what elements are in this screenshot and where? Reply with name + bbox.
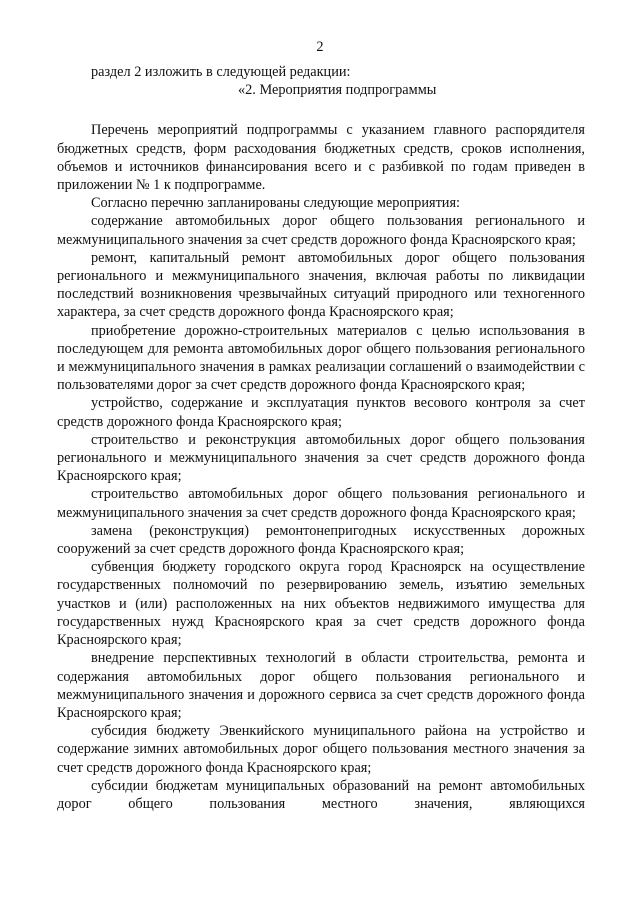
section-heading: «2. Мероприятия подпрограммы: [238, 82, 437, 99]
paragraph-road-construction: строительство автомобильных дорог общего пользования регионального и межмуниципального значения за счет средств дорожного фонда Красноярского края;: [57, 486, 585, 521]
paragraph-krasnoyarsk-subvention: субвенция бюджету городского округа город Красноярск на осуществление государственных полномочий по резервированию земель, изъятию земельных участков и (или) расположенных на них объектов недвижимого имущества для государственных нужд Красноярского края за счет средств дорожного фонда Красноярского края;: [57, 559, 585, 649]
paragraph-municipal-subsidies: субсидии бюджетам муниципальных образований на ремонт автомобильных дорог общего пользования местного значения, являющихся: [57, 777, 585, 812]
page-number: 2: [316, 39, 324, 55]
paragraph-road-maintenance: содержание автомобильных дорог общего пользования регионального и межмуниципального значения за счет средств дорожного фонда Красноярского края;: [57, 213, 585, 248]
paragraph-construction-reconstruction: строительство и реконструкция автомобильных дорог общего пользования регионального и межмуниципального значения за счет средств дорожного фонда Красноярского края;: [57, 431, 585, 485]
intro-line: раздел 2 изложить в следующей редакции:: [91, 64, 351, 80]
paragraph-road-repair: ремонт, капитальный ремонт автомобильных дорог общего пользования регионального и межмуниципального значения, включая работы по ликвидации последствий возникновения чрезвычайных ситуаций природного или техногенного характера, за счет средств дорожного фонда Красноярского края;: [57, 249, 585, 321]
paragraph-listing-reference: Перечень мероприятий подпрограммы с указанием главного распорядителя бюджетных средств, форм расходования бюджетных средств, сроков исполнения, объемов и источников финансирования всего и с разбивкой по годам приведен в приложении № 1 к подпрограмме.: [57, 122, 585, 194]
paragraph-technology-implementation: внедрение перспективных технологий в области строительства, ремонта и содержания автомобильных дорог общего пользования регионального и межмуниципального значения и дорожного сервиса за счет средств дорожного фонда Красноярского края;: [57, 650, 585, 721]
paragraph-weight-control-points: устройство, содержание и эксплуатация пунктов весового контроля за счет средств дорожного фонда Красноярского края;: [57, 395, 585, 430]
document-body: [57, 63, 585, 813]
paragraph-materials-purchase: приобретение дорожно-строительных материалов с целью использования в последующем для ремонта автомобильных дорог общего пользования регионального и межмуниципального значения в рамках реализации соглашений о взаимодействии с пользователями дорог за счет средств дорожного фонда Красноярского края;: [57, 322, 585, 394]
paragraph-structure-replacement: замена (реконструкция) ремонтонепригодных искусственных дорожных сооружений за счет средств дорожного фонда Красноярского края;: [57, 522, 585, 558]
paragraph-evenki-subsidy: субсидия бюджету Эвенкийского муниципального района на устройство и содержание зимних автомобильных дорог общего пользования местного значения за счет средств дорожного фонда Красноярского края;: [57, 723, 585, 776]
paragraph-planned-measures-intro: Согласно перечню запланированы следующие мероприятия:: [91, 195, 461, 212]
